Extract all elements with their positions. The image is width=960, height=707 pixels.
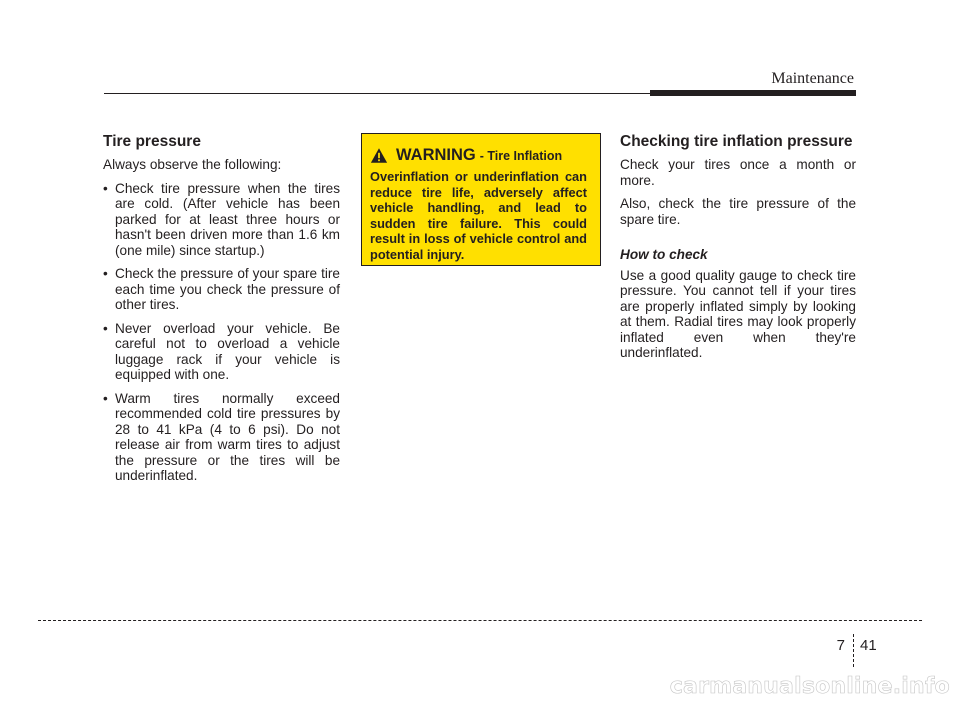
footer-rule xyxy=(38,620,922,621)
list-item-text: Never overload your vehicle. Be careful not to overload a vehicle luggage rack if your vehicle is equipped with one. xyxy=(115,320,340,382)
warning-subtitle: - Tire Inflation xyxy=(479,148,563,163)
list-item-text: Warm tires normally exceed recommended cold tire pressures by 28 to 41 kPa (4 to 6 psi). Do not release air from warm tires to adjust the pressure or the tires will be underinflated. xyxy=(115,390,340,483)
checking-inflation-heading: Checking tire inflation pressure xyxy=(620,133,853,150)
footer-divider xyxy=(853,634,854,667)
bullet-icon: • xyxy=(103,180,108,196)
warning-label: WARNING xyxy=(396,146,476,164)
tire-pressure-list xyxy=(103,181,340,484)
right-column xyxy=(620,133,856,369)
paragraph: Use a good quality gauge to check tire pressure. You cannot tell if your tires are properly inflated simply by looking at them. Radial tires may look properly inflated even when they're underinflated. xyxy=(620,267,856,360)
bullet-icon: • xyxy=(103,320,108,336)
bullet-icon: • xyxy=(103,390,108,406)
paragraph: Check your tires once a month or more. xyxy=(620,157,856,188)
page-number: 41 xyxy=(860,637,877,654)
page-header-title: Maintenance xyxy=(771,70,854,87)
left-column xyxy=(103,133,340,492)
list-item-text: Check tire pressure when the tires are cold. (After vehicle has been parked for at least three hours or hasn't been driven more than 1.6 km (one mile) since startup.) xyxy=(115,180,340,258)
how-to-check-subheading: How to check xyxy=(620,247,708,262)
warning-text: Overinflation or underinflation can reduce tire life, adversely affect vehicle handling, and lead to sudden tire failure. This could result in loss of vehicle control and potential injury. xyxy=(370,169,587,262)
intro-text: Always observe the following: xyxy=(103,157,282,172)
warning-box xyxy=(361,133,601,266)
watermark: carmanualsonline.info xyxy=(669,674,950,699)
tire-pressure-heading: Tire pressure xyxy=(103,133,201,150)
list-item xyxy=(103,181,340,259)
header-rule xyxy=(104,93,650,94)
list-item xyxy=(103,391,340,484)
warning-triangle-icon xyxy=(370,147,388,164)
list-item xyxy=(103,321,340,383)
bullet-icon: • xyxy=(103,266,108,281)
paragraph: Also, check the tire pressure of the spare tire. xyxy=(620,196,856,227)
list-item xyxy=(103,266,340,313)
list-item-text: Check the pressure of your spare tire each time you check the pressure of other tires. xyxy=(115,266,340,312)
chapter-number: 7 xyxy=(836,637,845,654)
warning-header xyxy=(370,146,562,165)
header-bar xyxy=(650,90,856,96)
